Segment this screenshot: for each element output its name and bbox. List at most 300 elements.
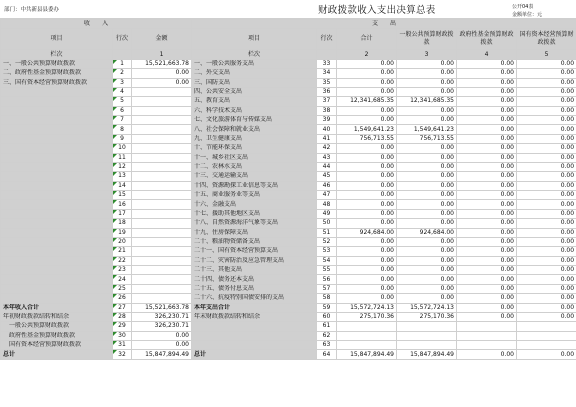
income-line-no: 24 — [113, 275, 132, 284]
expense-gov-fund: 0.00 — [457, 209, 517, 218]
expense-general-budget: 12,341,685.35 — [397, 97, 457, 106]
expense-item: 十二、农林水支出 — [192, 162, 317, 171]
col-income-item: 项目 — [1, 29, 113, 50]
expense-general-budget — [397, 322, 457, 331]
income-amount: 0.00 — [132, 78, 192, 87]
expense-item: 十、节能环保支出 — [192, 144, 317, 153]
expense-state-capital: 0.00 — [517, 87, 576, 96]
expense-general-budget: 0.00 — [397, 256, 457, 265]
expense-gov-fund: 0.00 — [457, 78, 517, 87]
expense-item: 二十、粮油物资储备支出 — [192, 237, 317, 246]
col-expense-item: 项目 — [192, 29, 317, 50]
expense-item: 年末财政拨款结转和结余 — [192, 312, 317, 321]
income-item: 一、一般公共预算财政拨款 — [1, 59, 113, 68]
income-line-no: 3 — [113, 78, 132, 87]
expense-state-capital: 0.00 — [517, 97, 576, 106]
col-state-capital: 国有资本经营预算财政拨款 — [517, 29, 576, 50]
expense-state-capital: 0.00 — [517, 125, 576, 134]
income-line-no: 13 — [113, 172, 132, 181]
table-row — [1, 134, 576, 143]
table-row — [1, 116, 576, 125]
report-title: 财政拨款收入支出决算总表 — [318, 5, 436, 16]
col-income-line: 行次 — [113, 29, 132, 50]
income-item — [1, 125, 113, 134]
income-line-no: 1 — [113, 59, 132, 68]
expense-state-capital: 0.00 — [517, 191, 576, 200]
col-gov-fund: 政府性基金预算财政拨款 — [457, 29, 517, 50]
table-row — [1, 228, 576, 237]
expense-line-no: 54 — [317, 256, 337, 265]
expense-total: 0.00 — [337, 116, 397, 125]
expense-state-capital: 0.00 — [517, 209, 576, 218]
income-line-no: 14 — [113, 181, 132, 190]
expense-item: 四、公共安全支出 — [192, 87, 317, 96]
expense-general-budget — [397, 341, 457, 350]
summary-row — [1, 331, 576, 340]
expense-gov-fund: 0.00 — [457, 312, 517, 321]
amount-unit: 金额单位：元 — [512, 12, 543, 18]
income-amount — [132, 134, 192, 143]
income-line-no: 7 — [113, 116, 132, 125]
summary-row — [1, 312, 576, 321]
expense-general-budget: 0.00 — [397, 69, 457, 78]
income-amount — [132, 153, 192, 162]
expense-gov-fund — [457, 322, 517, 331]
expense-total: 15,572,724.13 — [337, 303, 397, 312]
income-line-no: 18 — [113, 219, 132, 228]
income-amount: 15,521,663.78 — [132, 303, 192, 312]
expense-general-budget: 924,684.00 — [397, 228, 457, 237]
expense-gov-fund: 0.00 — [457, 284, 517, 293]
table-row — [1, 106, 576, 115]
income-amount — [132, 247, 192, 256]
expense-state-capital: 0.00 — [517, 106, 576, 115]
expense-total: 0.00 — [337, 162, 397, 171]
expense-gov-fund: 0.00 — [457, 172, 517, 181]
col-number-2: 2 — [337, 50, 397, 59]
expense-gov-fund: 0.00 — [457, 237, 517, 246]
income-amount — [132, 162, 192, 171]
expense-line-no: 42 — [317, 144, 337, 153]
table-row — [1, 162, 576, 171]
expense-line-no: 60 — [317, 312, 337, 321]
expense-gov-fund: 0.00 — [457, 134, 517, 143]
expense-state-capital: 0.00 — [517, 228, 576, 237]
expense-item: 二十二、灾害防治及应急管理支出 — [192, 256, 317, 265]
summary-row — [1, 350, 576, 359]
income-line-no: 21 — [113, 247, 132, 256]
income-item — [1, 162, 113, 171]
col-number-5: 5 — [517, 50, 576, 59]
expense-gov-fund: 0.00 — [457, 350, 517, 359]
expense-state-capital: 0.00 — [517, 284, 576, 293]
table-row — [1, 209, 576, 218]
expense-general-budget: 0.00 — [397, 116, 457, 125]
income-item: 年初财政拨款结转和结余 — [1, 312, 113, 321]
expense-item: 六、科学技术支出 — [192, 106, 317, 115]
expense-item: 十四、资源勘探工业信息等支出 — [192, 181, 317, 190]
expense-general-budget: 0.00 — [397, 219, 457, 228]
income-line-no: 27 — [113, 303, 132, 312]
col-number-4: 4 — [457, 50, 517, 59]
expense-item: 十六、金融支出 — [192, 200, 317, 209]
income-item — [1, 172, 113, 181]
income-item — [1, 294, 113, 303]
expense-gov-fund: 0.00 — [457, 97, 517, 106]
expense-gov-fund: 0.00 — [457, 87, 517, 96]
expense-state-capital: 0.00 — [517, 116, 576, 125]
final-accounts-table — [0, 19, 576, 360]
expense-item: 十一、城乡社区支出 — [192, 153, 317, 162]
expense-total: 0.00 — [337, 69, 397, 78]
expense-gov-fund: 0.00 — [457, 266, 517, 275]
expense-state-capital: 0.00 — [517, 69, 576, 78]
table-row — [1, 181, 576, 190]
table-row — [1, 266, 576, 275]
expense-general-budget: 0.00 — [397, 153, 457, 162]
income-amount — [132, 219, 192, 228]
table-row — [1, 97, 576, 106]
income-line-no: 20 — [113, 237, 132, 246]
income-section-header: 收 入 — [1, 20, 192, 29]
expense-state-capital — [517, 322, 576, 331]
expense-line-no: 63 — [317, 341, 337, 350]
income-line-no: 28 — [113, 312, 132, 321]
expense-total: 12,341,685.35 — [337, 97, 397, 106]
expense-total: 0.00 — [337, 172, 397, 181]
income-amount — [132, 144, 192, 153]
summary-row — [1, 341, 576, 350]
expense-line-no: 45 — [317, 172, 337, 181]
expense-general-budget: 0.00 — [397, 247, 457, 256]
expense-state-capital: 0.00 — [517, 237, 576, 246]
income-amount — [132, 106, 192, 115]
income-amount — [132, 200, 192, 209]
expense-state-capital: 0.00 — [517, 294, 576, 303]
col-number-1: 1 — [132, 50, 192, 59]
expense-gov-fund: 0.00 — [457, 116, 517, 125]
expense-state-capital: 0.00 — [517, 312, 576, 321]
expense-item: 二十六、抗疫特别国债安排的支出 — [192, 294, 317, 303]
income-amount — [132, 191, 192, 200]
expense-total: 0.00 — [337, 191, 397, 200]
expense-total: 0.00 — [337, 219, 397, 228]
income-item — [1, 247, 113, 256]
expense-total: 275,170.36 — [337, 312, 397, 321]
expense-total: 0.00 — [337, 256, 397, 265]
table-row — [1, 191, 576, 200]
expense-state-capital: 0.00 — [517, 247, 576, 256]
income-item — [1, 106, 113, 115]
income-line-no: 5 — [113, 97, 132, 106]
expense-total: 924,684.00 — [337, 228, 397, 237]
expense-general-budget: 275,170.36 — [397, 312, 457, 321]
expense-state-capital: 0.00 — [517, 181, 576, 190]
table-row — [1, 247, 576, 256]
expense-line-no: 52 — [317, 237, 337, 246]
expense-gov-fund: 0.00 — [457, 228, 517, 237]
income-amount — [132, 181, 192, 190]
expense-gov-fund: 0.00 — [457, 69, 517, 78]
expense-state-capital: 0.00 — [517, 200, 576, 209]
table-row — [1, 59, 576, 68]
expense-general-budget: 0.00 — [397, 284, 457, 293]
expense-general-budget — [397, 331, 457, 340]
expense-gov-fund: 0.00 — [457, 59, 517, 68]
expense-gov-fund: 0.00 — [457, 181, 517, 190]
expense-line-no: 50 — [317, 219, 337, 228]
expense-gov-fund: 0.00 — [457, 256, 517, 265]
report-header — [0, 0, 576, 19]
income-amount — [132, 256, 192, 265]
expense-gov-fund: 0.00 — [457, 125, 517, 134]
expense-general-budget: 0.00 — [397, 181, 457, 190]
col-number-label-right: 栏次 — [192, 50, 317, 59]
expense-item: 二十五、债务付息支出 — [192, 284, 317, 293]
expense-total: 0.00 — [337, 209, 397, 218]
income-item — [1, 116, 113, 125]
income-item: 一般公共预算财政拨款 — [1, 322, 113, 331]
income-line-no: 4 — [113, 87, 132, 96]
expense-total: 0.00 — [337, 237, 397, 246]
expense-state-capital: 0.00 — [517, 350, 576, 359]
col-total: 合计 — [337, 29, 397, 50]
expense-general-budget: 0.00 — [397, 162, 457, 171]
expense-gov-fund: 0.00 — [457, 294, 517, 303]
expense-general-budget: 0.00 — [397, 87, 457, 96]
expense-item: 十八、自然资源海洋气象等支出 — [192, 219, 317, 228]
income-line-no: 26 — [113, 294, 132, 303]
expense-gov-fund: 0.00 — [457, 303, 517, 312]
expense-line-no: 56 — [317, 275, 337, 284]
expense-total: 756,713.55 — [337, 134, 397, 143]
expense-state-capital: 0.00 — [517, 134, 576, 143]
expense-general-budget: 0.00 — [397, 191, 457, 200]
expense-item: 十七、援助其他地区支出 — [192, 209, 317, 218]
income-item: 总计 — [1, 350, 113, 359]
expense-state-capital: 0.00 — [517, 144, 576, 153]
expense-total: 15,847,894.49 — [337, 350, 397, 359]
expense-state-capital: 0.00 — [517, 219, 576, 228]
income-item — [1, 275, 113, 284]
income-item — [1, 266, 113, 275]
income-item: 国有资本经营预算财政拨款 — [1, 341, 113, 350]
expense-general-budget: 756,713.55 — [397, 134, 457, 143]
expense-state-capital: 0.00 — [517, 256, 576, 265]
expense-line-no: 53 — [317, 247, 337, 256]
expense-gov-fund: 0.00 — [457, 191, 517, 200]
income-item — [1, 153, 113, 162]
expense-general-budget: 0.00 — [397, 144, 457, 153]
expense-total — [337, 341, 397, 350]
expense-total: 0.00 — [337, 59, 397, 68]
expense-general-budget: 0.00 — [397, 172, 457, 181]
expense-line-no: 48 — [317, 200, 337, 209]
income-amount — [132, 209, 192, 218]
expense-general-budget: 0.00 — [397, 78, 457, 87]
income-item — [1, 256, 113, 265]
income-line-no: 8 — [113, 125, 132, 134]
expense-item — [192, 331, 317, 340]
income-item — [1, 181, 113, 190]
expense-total: 0.00 — [337, 200, 397, 209]
income-line-no: 6 — [113, 106, 132, 115]
expense-state-capital: 0.00 — [517, 153, 576, 162]
summary-row — [1, 303, 576, 312]
income-amount — [132, 294, 192, 303]
table-row — [1, 256, 576, 265]
expense-general-budget: 15,847,894.49 — [397, 350, 457, 359]
expense-item: 本年支出合计 — [192, 303, 317, 312]
expense-item — [192, 322, 317, 331]
income-item: 本年收入合计 — [1, 303, 113, 312]
expense-total: 0.00 — [337, 284, 397, 293]
expense-state-capital — [517, 341, 576, 350]
expense-line-no: 61 — [317, 322, 337, 331]
expense-line-no: 46 — [317, 181, 337, 190]
table-row — [1, 200, 576, 209]
income-line-no: 25 — [113, 284, 132, 293]
summary-row — [1, 322, 576, 331]
income-item: 三、国有资本经营预算财政拨款 — [1, 78, 113, 87]
table-row — [1, 275, 576, 284]
expense-general-budget: 0.00 — [397, 106, 457, 115]
expense-total: 0.00 — [337, 181, 397, 190]
expense-line-no: 62 — [317, 331, 337, 340]
expense-line-no: 57 — [317, 284, 337, 293]
income-amount: 0.00 — [132, 69, 192, 78]
expense-general-budget: 0.00 — [397, 237, 457, 246]
expense-line-no: 34 — [317, 69, 337, 78]
income-amount — [132, 284, 192, 293]
col-general-budget: 一般公共预算财政拨款 — [397, 29, 457, 50]
income-amount: 0.00 — [132, 331, 192, 340]
expense-line-no: 38 — [317, 106, 337, 115]
income-item — [1, 237, 113, 246]
expense-item: 十九、住房保障支出 — [192, 228, 317, 237]
table-row — [1, 284, 576, 293]
income-item — [1, 191, 113, 200]
expense-item: 七、文化旅游体育与传媒支出 — [192, 116, 317, 125]
expense-general-budget: 15,572,724.13 — [397, 303, 457, 312]
expense-item: 二十四、债务还本支出 — [192, 275, 317, 284]
income-amount — [132, 97, 192, 106]
expense-general-budget: 0.00 — [397, 275, 457, 284]
income-item: 政府性基金预算财政拨款 — [1, 331, 113, 340]
income-amount — [132, 125, 192, 134]
expense-state-capital — [517, 331, 576, 340]
income-line-no: 12 — [113, 162, 132, 171]
expense-gov-fund: 0.00 — [457, 200, 517, 209]
department-label: 部门：中共新县县委办 — [4, 7, 60, 13]
table-row — [1, 219, 576, 228]
expense-total — [337, 322, 397, 331]
expense-line-no: 49 — [317, 209, 337, 218]
income-amount: 0.00 — [132, 341, 192, 350]
expense-item: 总计 — [192, 350, 317, 359]
expense-state-capital: 0.00 — [517, 172, 576, 181]
expense-total: 0.00 — [337, 78, 397, 87]
table-row — [1, 172, 576, 181]
expense-line-no: 59 — [317, 303, 337, 312]
income-item — [1, 144, 113, 153]
expense-item: 二十三、其他支出 — [192, 266, 317, 275]
table-row — [1, 294, 576, 303]
expense-gov-fund: 0.00 — [457, 144, 517, 153]
income-item — [1, 134, 113, 143]
income-amount — [132, 172, 192, 181]
table-row — [1, 237, 576, 246]
expense-line-no: 39 — [317, 116, 337, 125]
expense-total: 1,549,641.23 — [337, 125, 397, 134]
form-number: 公开04表 — [512, 4, 534, 10]
expense-state-capital: 0.00 — [517, 78, 576, 87]
income-item — [1, 200, 113, 209]
expense-gov-fund — [457, 341, 517, 350]
income-line-no: 32 — [113, 350, 132, 359]
income-amount: 15,847,894.49 — [132, 350, 192, 359]
expense-state-capital: 0.00 — [517, 162, 576, 171]
expense-line-no: 51 — [317, 228, 337, 237]
expense-line-no: 55 — [317, 266, 337, 275]
col-expense-line: 行次 — [317, 29, 337, 50]
blank-cell — [113, 50, 132, 59]
expense-total: 0.00 — [337, 106, 397, 115]
income-amount — [132, 228, 192, 237]
expense-total: 0.00 — [337, 247, 397, 256]
income-item: 二、政府性基金预算财政拨款 — [1, 69, 113, 78]
col-income-amount: 金额 — [132, 29, 192, 50]
income-amount — [132, 87, 192, 96]
col-number-3: 3 — [397, 50, 457, 59]
expense-gov-fund: 0.00 — [457, 153, 517, 162]
income-amount — [132, 275, 192, 284]
income-item — [1, 284, 113, 293]
income-line-no: 17 — [113, 209, 132, 218]
expense-item: 十五、商业服务业等支出 — [192, 191, 317, 200]
income-amount: 326,230.71 — [132, 312, 192, 321]
expense-item: 五、教育支出 — [192, 97, 317, 106]
expense-gov-fund: 0.00 — [457, 219, 517, 228]
expense-total: 0.00 — [337, 87, 397, 96]
expense-state-capital: 0.00 — [517, 275, 576, 284]
expense-line-no: 40 — [317, 125, 337, 134]
income-line-no: 16 — [113, 200, 132, 209]
income-item — [1, 228, 113, 237]
income-amount — [132, 237, 192, 246]
income-line-no: 19 — [113, 228, 132, 237]
income-item — [1, 209, 113, 218]
table-row — [1, 144, 576, 153]
expense-general-budget: 0.00 — [397, 266, 457, 275]
expense-item: 三、国防支出 — [192, 78, 317, 87]
expense-gov-fund: 0.00 — [457, 247, 517, 256]
expense-line-no: 64 — [317, 350, 337, 359]
expense-item: 二、外交支出 — [192, 69, 317, 78]
table-row — [1, 153, 576, 162]
expense-gov-fund — [457, 331, 517, 340]
income-amount — [132, 116, 192, 125]
expense-line-no: 58 — [317, 294, 337, 303]
expense-line-no: 41 — [317, 134, 337, 143]
expense-total — [337, 331, 397, 340]
expense-item — [192, 341, 317, 350]
expense-total: 0.00 — [337, 144, 397, 153]
expense-item: 九、卫生健康支出 — [192, 134, 317, 143]
expense-item: 二十一、国有资本经营预算支出 — [192, 247, 317, 256]
expense-line-no: 44 — [317, 162, 337, 171]
income-line-no: 2 — [113, 69, 132, 78]
